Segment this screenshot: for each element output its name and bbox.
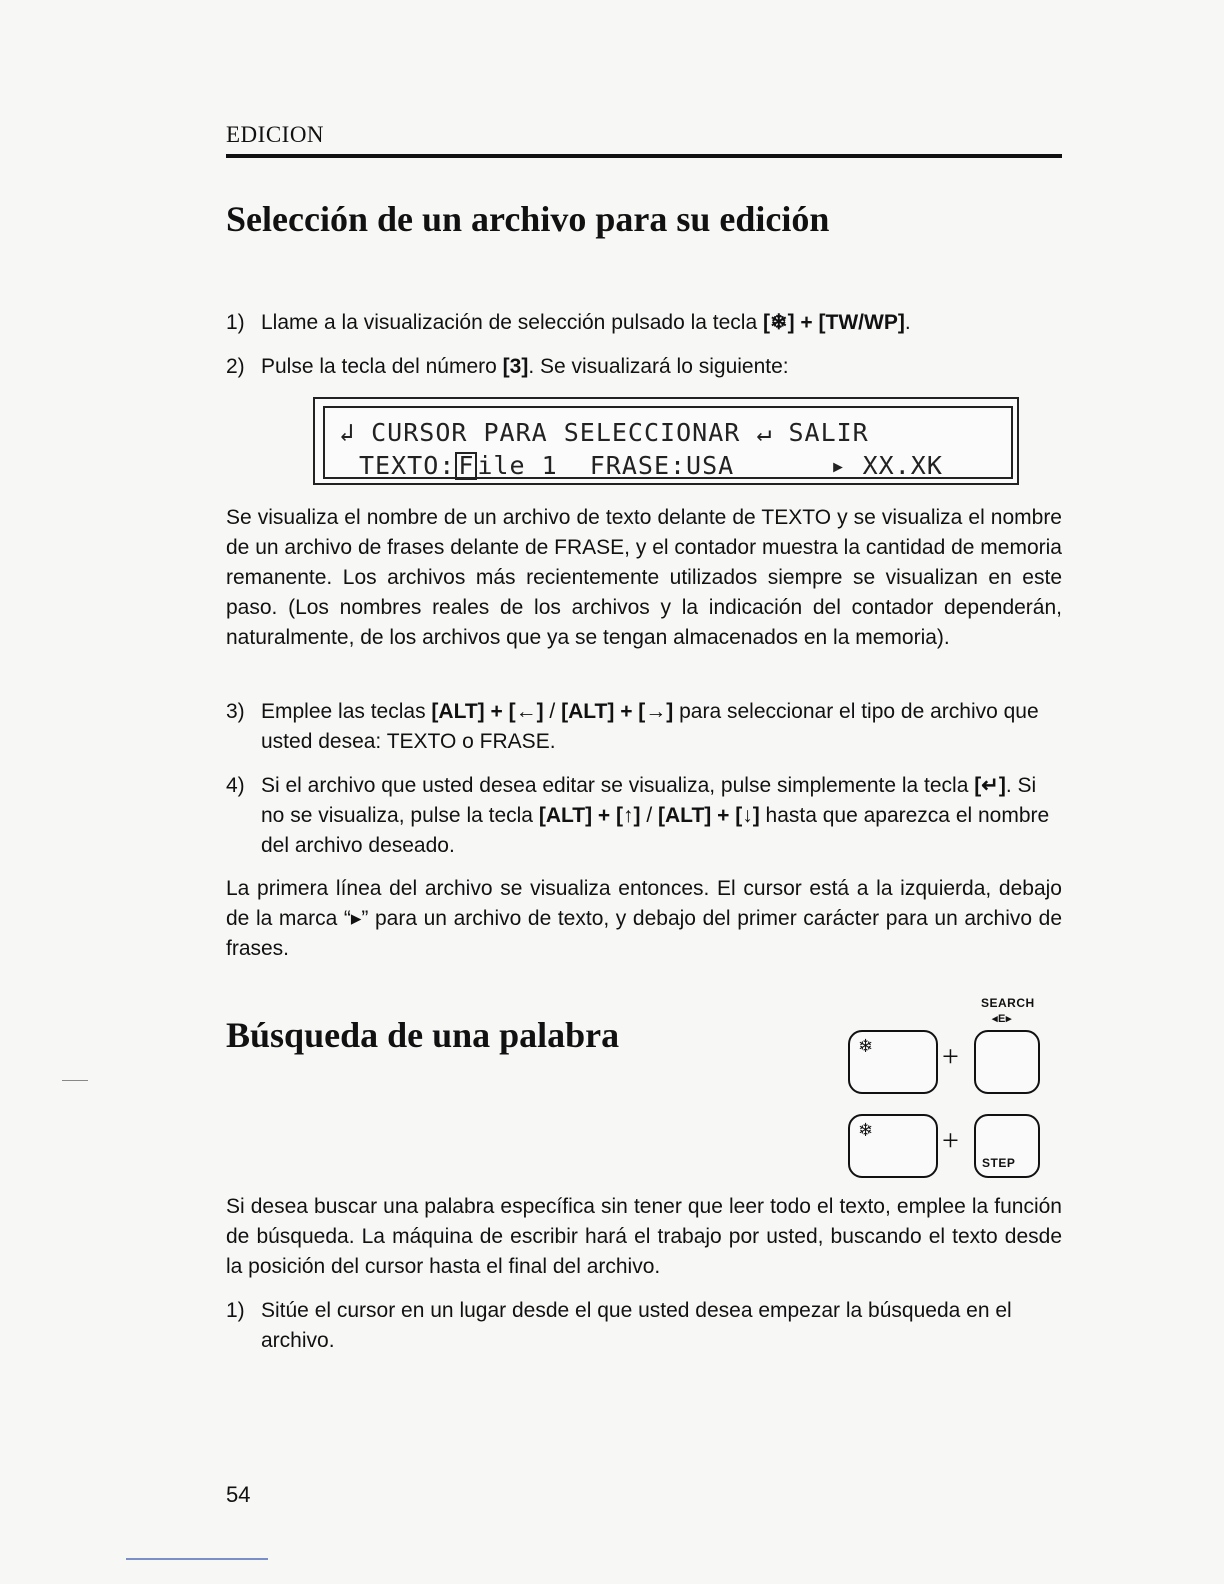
lcd-display <box>313 397 1019 485</box>
marker-icon: ▸ <box>830 451 847 480</box>
search-key <box>974 1030 1040 1094</box>
step-text: Si el archivo que usted desea editar se visualiza, pulse simplemente la tecla [↵]. Si no se visualiza, pulse la tecla [ALT] + [↑] / [ALT] + [↓] hasta que aparezca el nombre del archivo deseado. <box>261 774 1050 857</box>
lcd-line-2: TEXTO: F ile 1 FRASE:USA ▸ XX.XK <box>359 451 943 480</box>
section-title-search-word: Búsqueda de una palabra <box>226 1015 620 1055</box>
step-key-label: STEP <box>982 1156 1016 1170</box>
snowflake-icon: ❄ <box>858 1120 874 1140</box>
marker-icon: ▸ <box>350 907 362 930</box>
snowflake-icon: ❄ <box>858 1036 874 1056</box>
step-number: 4) <box>226 774 245 797</box>
step-text: Emplee las teclas [ALT] + [←] / [ALT] + [→] para seleccionar el tipo de archivo que usted desea: TEXTO o FRASE. <box>261 700 1039 753</box>
step-text: Llame a la visualización de selección pulsado la tecla [❄] + [TW/WP]. <box>261 311 911 334</box>
code-key-2 <box>848 1114 938 1178</box>
paragraph-first-line: La primera línea del archivo se visualiza entonces. El cursor está a la izquierda, debajo de la marca “▸” para un archivo de texto, y debajo del primer carácter para un archivo de frases. <box>226 877 1063 960</box>
step-number: 2) <box>226 355 245 378</box>
plus-sign-1: + <box>942 1040 959 1073</box>
step-3 <box>226 697 1062 757</box>
step-number: 3) <box>226 700 245 723</box>
header-rule <box>226 154 1062 158</box>
step-2 <box>226 352 1062 382</box>
section-title-select-file: Selección de un archivo para su edición <box>226 199 830 239</box>
lcd-line-1: ↲ CURSOR PARA SELECCIONAR ↵ SALIR <box>339 418 869 447</box>
step-text: Sitúe el cursor en un lugar desde el que usted desea empezar la búsqueda en el archivo. <box>261 1299 1012 1352</box>
snowflake-icon: ❄ <box>769 311 788 334</box>
page-number: 54 <box>226 1482 251 1507</box>
step-number: 1) <box>226 1299 245 1322</box>
step-1 <box>226 308 1062 338</box>
paragraph-display-explanation: Se visualiza el nombre de un archivo de texto delante de TEXTO y se visualiza el nombre de un archivo de frases delante de FRASE, y el contador muestra la cantidad de memoria remanente. Los archivos más recientemente utilizados siempre se visualizan en este paso. (Los nombres reales de los archivos y la indicación del contador dependerán, naturalmente, de los archivos que ya se tengan almacenados en la memoria). <box>226 506 1062 649</box>
running-header: EDICION <box>226 122 325 147</box>
margin-mark <box>62 1080 88 1081</box>
search-step-1 <box>226 1296 1062 1356</box>
code-key-1 <box>848 1030 938 1094</box>
enter-arrow-icon: ↵ <box>756 418 773 447</box>
bottom-edge-line <box>126 1558 268 1560</box>
plus-sign-2: + <box>942 1124 959 1157</box>
step-4 <box>226 771 1062 861</box>
return-arrow-icon: ↲ <box>339 418 356 447</box>
lcd-screen <box>323 406 1013 479</box>
lcd-cursor: F <box>455 452 477 480</box>
search-key-label: SEARCH <box>981 996 1035 1010</box>
search-arrows-label: ◂E▸ <box>992 1013 1012 1025</box>
step-text: Pulse la tecla del número [3]. Se visualizará lo siguiente: <box>261 355 789 378</box>
step-key <box>974 1114 1040 1178</box>
step-number: 1) <box>226 311 245 334</box>
paragraph-search-intro: Si desea buscar una palabra específica sin tener que leer todo el texto, emplee la función de búsqueda. La máquina de escribir hará el trabajo por usted, buscando el texto desde la posición del cursor hasta el final del archivo. <box>226 1195 1062 1278</box>
